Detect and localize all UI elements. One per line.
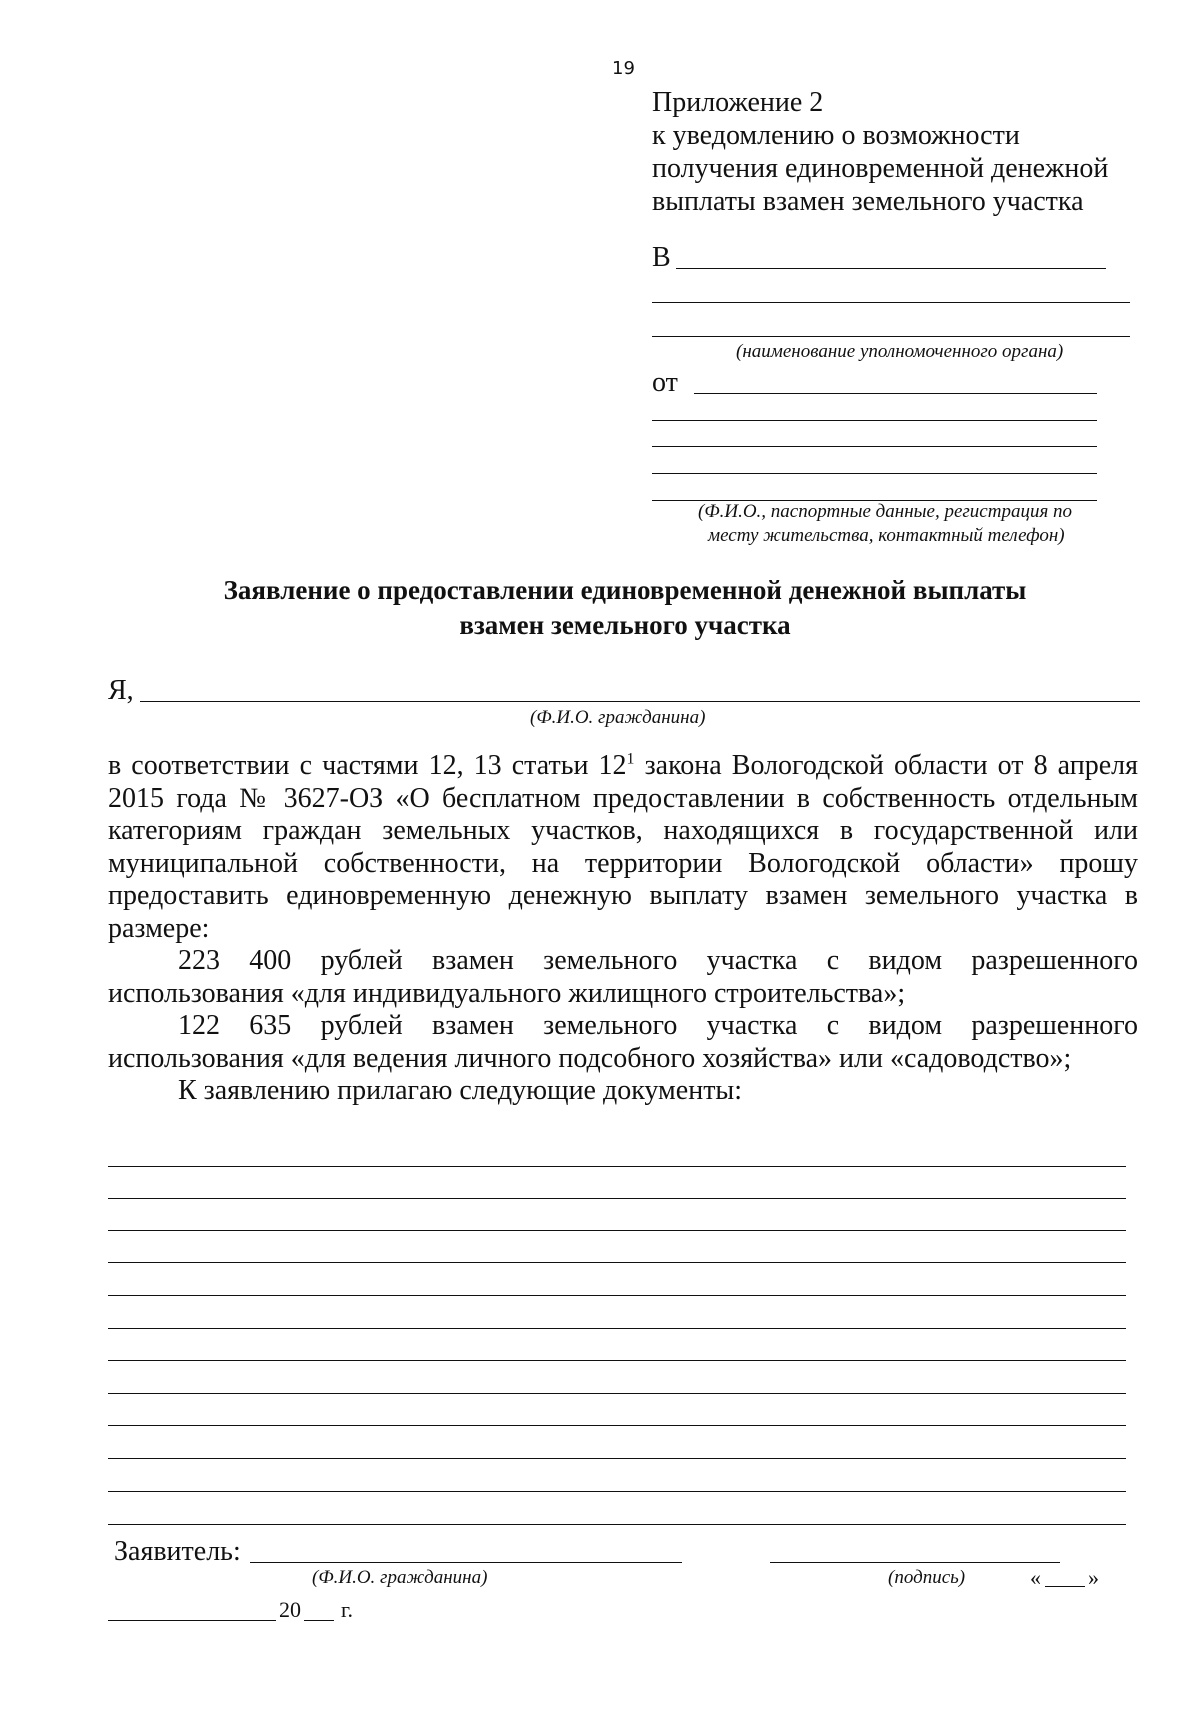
signature-line[interactable] — [770, 1562, 1060, 1563]
body-line: в соответствии с частями 12, 13 статьи $12^1$ закона Вологодской области от 8 апреля — [108, 750, 1138, 781]
documents-line[interactable] — [108, 1262, 1126, 1263]
document-title — [110, 573, 1140, 643]
appendix-title: Приложение 2 — [652, 87, 824, 118]
to-field-line[interactable] — [652, 336, 1130, 337]
from-field-line[interactable] — [694, 393, 1097, 394]
page-number: 19 — [612, 58, 635, 79]
from-caption-line: (Ф.И.О., паспортные данные, регистрация по — [698, 501, 1073, 522]
body-line: 122 635 рублей взамен земельного участка с видом разрешенного — [178, 1010, 1138, 1041]
documents-line[interactable] — [108, 1328, 1126, 1329]
applicant-caption: (Ф.И.О. гражданина) — [530, 707, 706, 728]
documents-line[interactable] — [108, 1425, 1126, 1426]
documents-line[interactable] — [108, 1491, 1126, 1492]
applicant-label: Заявитель: — [114, 1536, 241, 1567]
date-quote-open: « — [1030, 1565, 1041, 1590]
applicant-name-line[interactable] — [140, 701, 1140, 702]
from-field-line[interactable] — [652, 446, 1097, 447]
documents-line[interactable] — [108, 1524, 1126, 1525]
body-line: муниципальной собственности, на территории Вологодской области» прошу — [108, 847, 1138, 879]
year-prefix: 20 — [279, 1597, 301, 1622]
year-field-line[interactable] — [304, 1620, 334, 1621]
body-line: К заявлению прилагаю следующие документы: — [178, 1075, 743, 1106]
documents-line[interactable] — [108, 1230, 1126, 1231]
superscript: 1 — [626, 750, 635, 768]
title-line: взамен земельного участка — [459, 610, 791, 640]
day-field-line[interactable] — [1045, 1586, 1085, 1587]
body-line: использования «для ведения личного подсобного хозяйства» или «садоводство»; — [108, 1042, 1072, 1074]
body-line: категориям граждан земельных участков, находящихся в государственной или — [108, 815, 1138, 846]
to-field-line[interactable] — [676, 268, 1106, 269]
body-line: предоставить единовременную денежную выплату взамен земельного участка в — [108, 880, 1138, 911]
year-suffix: г. — [341, 1597, 354, 1622]
appendix-line: получения единовременной денежной — [652, 153, 1109, 184]
documents-line[interactable] — [108, 1166, 1126, 1167]
body-line: размере: — [108, 912, 210, 944]
documents-line[interactable] — [108, 1458, 1126, 1459]
signature-caption: (подпись) — [888, 1567, 966, 1588]
appendix-line: выплаты взамен земельного участка — [652, 186, 1084, 217]
name-caption: (Ф.И.О. гражданина) — [312, 1567, 488, 1588]
title-line: Заявление о предоставлении единовременной денежной выплаты — [223, 575, 1027, 605]
documents-line[interactable] — [108, 1393, 1126, 1394]
body-line: 223 400 рублей взамен земельного участка с видом разрешенного — [178, 945, 1138, 976]
appendix-header — [652, 86, 1172, 218]
date-quote-close: » — [1088, 1565, 1099, 1590]
appendix-line: к уведомлению о возможности — [652, 120, 1020, 151]
from-prefix: от — [652, 367, 678, 398]
documents-line[interactable] — [108, 1360, 1126, 1361]
applicant-prefix: Я, — [108, 675, 134, 706]
to-caption: (наименование уполномоченного органа) — [736, 341, 1064, 362]
statement-body — [108, 750, 1138, 1108]
applicant-signature-name-line[interactable] — [250, 1562, 682, 1563]
month-field-line[interactable] — [108, 1620, 276, 1621]
body-line: использования «для индивидуального жилищного строительства»; — [108, 977, 906, 1009]
to-prefix: В — [652, 242, 671, 273]
documents-line[interactable] — [108, 1295, 1126, 1296]
from-caption-line: месту жительства, контактный телефон) — [708, 525, 1065, 546]
to-field-line[interactable] — [652, 302, 1130, 303]
documents-line[interactable] — [108, 1198, 1126, 1199]
body-line: 2015 года № 3627-ОЗ «О бесплатном предоставлении в собственность отдельным — [108, 782, 1138, 814]
from-field-line[interactable] — [652, 420, 1097, 421]
from-field-line[interactable] — [652, 473, 1097, 474]
